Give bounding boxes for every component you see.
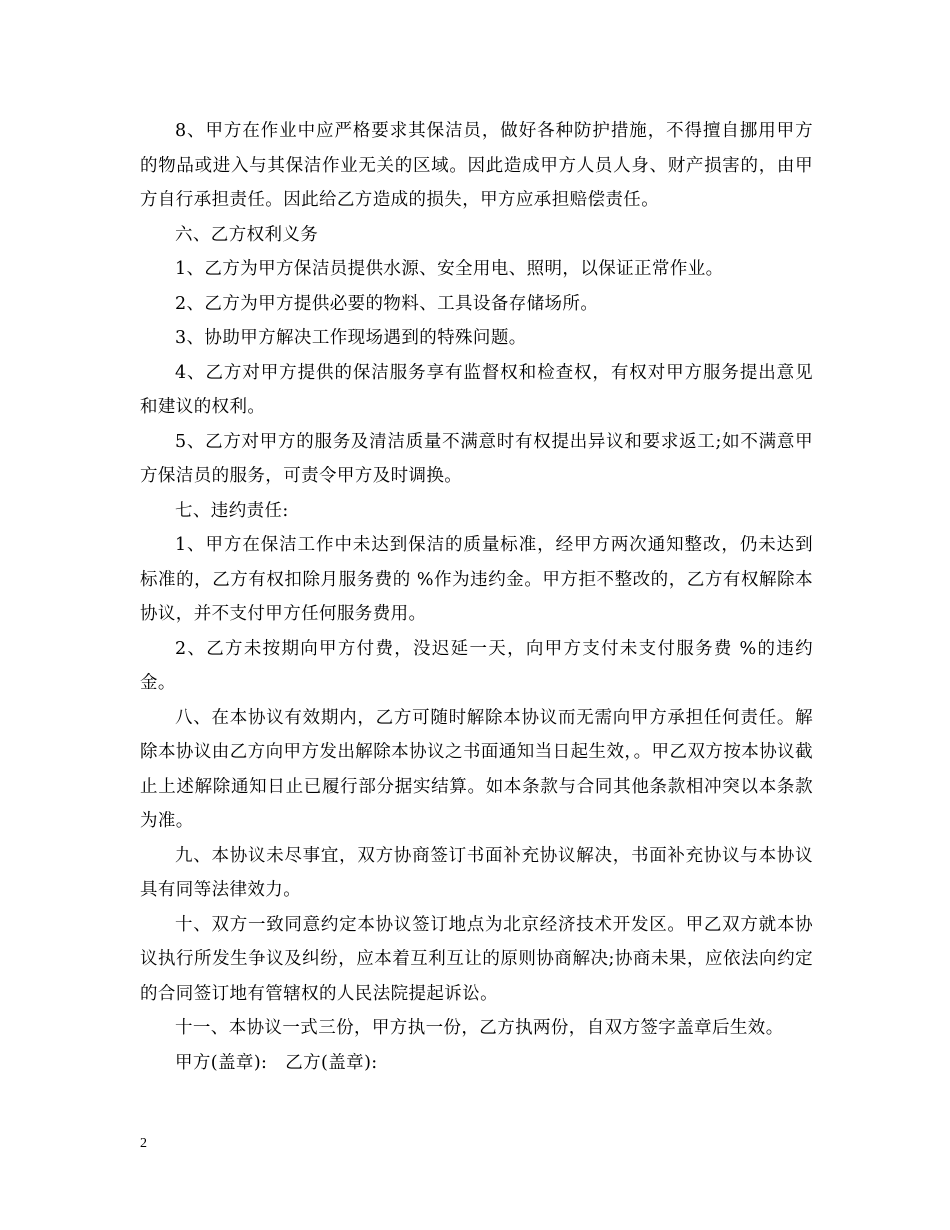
section-7-item-1: 1、甲方在保洁工作中未达到保洁的质量标准，经甲方两次通知整改，仍未达到标准的，乙方有权扣除月服务费的 %作为违约金。甲方拒不整改的，乙方有权解除本协议，并不支付甲方任何服务费用。: [140, 535, 813, 624]
section-6-item-5: 5、乙方对甲方的服务及清洁质量不满意时有权提出异议和要求返工;如不满意甲方保洁员的服务，可责令甲方及时调换。: [140, 431, 813, 486]
section-6-item-4: 4、乙方对甲方提供的保洁服务享有监督权和检查权，有权对甲方服务提出意见和建议的权利。: [140, 362, 813, 417]
section-6-item-2: 2、乙方为甲方提供必要的物料、工具设备存储场所。: [175, 293, 599, 314]
section-6-item-1: 1、乙方为甲方保洁员提供水源、安全用电、照明，以保证正常作业。: [175, 259, 724, 279]
document-body: [140, 114, 813, 1080]
page-number: 2: [140, 1136, 147, 1151]
section-6-heading: 六、乙方权利义务: [175, 224, 319, 245]
section-7-heading: 七、违约责任:: [175, 500, 289, 521]
section-9-paragraph: 九、本协议未尽事宜，双方协商签订书面补充协议解决，书面补充协议与本协议具有同等法律效力。: [140, 845, 813, 900]
section-7-item-2: 2、乙方未按期向甲方付费，没迟延一天，向甲方支付未支付服务费 %的违约金。: [140, 638, 813, 693]
section-6-item-3: 3、协助甲方解决工作现场遇到的特殊问题。: [175, 328, 527, 348]
section-11-paragraph: 十一、本协议一式三份，甲方执一份，乙方执两份，自双方签字盖章后生效。: [175, 1018, 784, 1038]
clause-8-paragraph: 8、甲方在作业中应严格要求其保洁员，做好各种防护措施，不得擅自挪用甲方的物品或进入与其保洁作业无关的区域。因此造成甲方人员人身、财产损害的，由甲方自行承担责任。因此给乙方造成的损失，甲方应承担赔偿责任。: [140, 121, 813, 210]
section-8-paragraph: 八、在本协议有效期内，乙方可随时解除本协议而无需向甲方承担任何责任。解除本协议由乙方向甲方发出解除本协议之书面通知当日起生效，。甲乙双方按本协议截止上述解除通知日止已履行部分据实结算。如本条款与合同其他条款相冲突以本条款为准。: [140, 707, 813, 831]
section-10-paragraph: 十、双方一致同意约定本协议签订地点为北京经济技术开发区。甲乙双方就本协议执行所发生争议及纠纷，应本着互利互让的原则协商解决;协商未果，应依法向约定的合同签订地有管辖权的人民法院提起诉讼。: [140, 914, 813, 1004]
signature-line: 甲方(盖章): 乙方(盖章):: [175, 1052, 378, 1073]
